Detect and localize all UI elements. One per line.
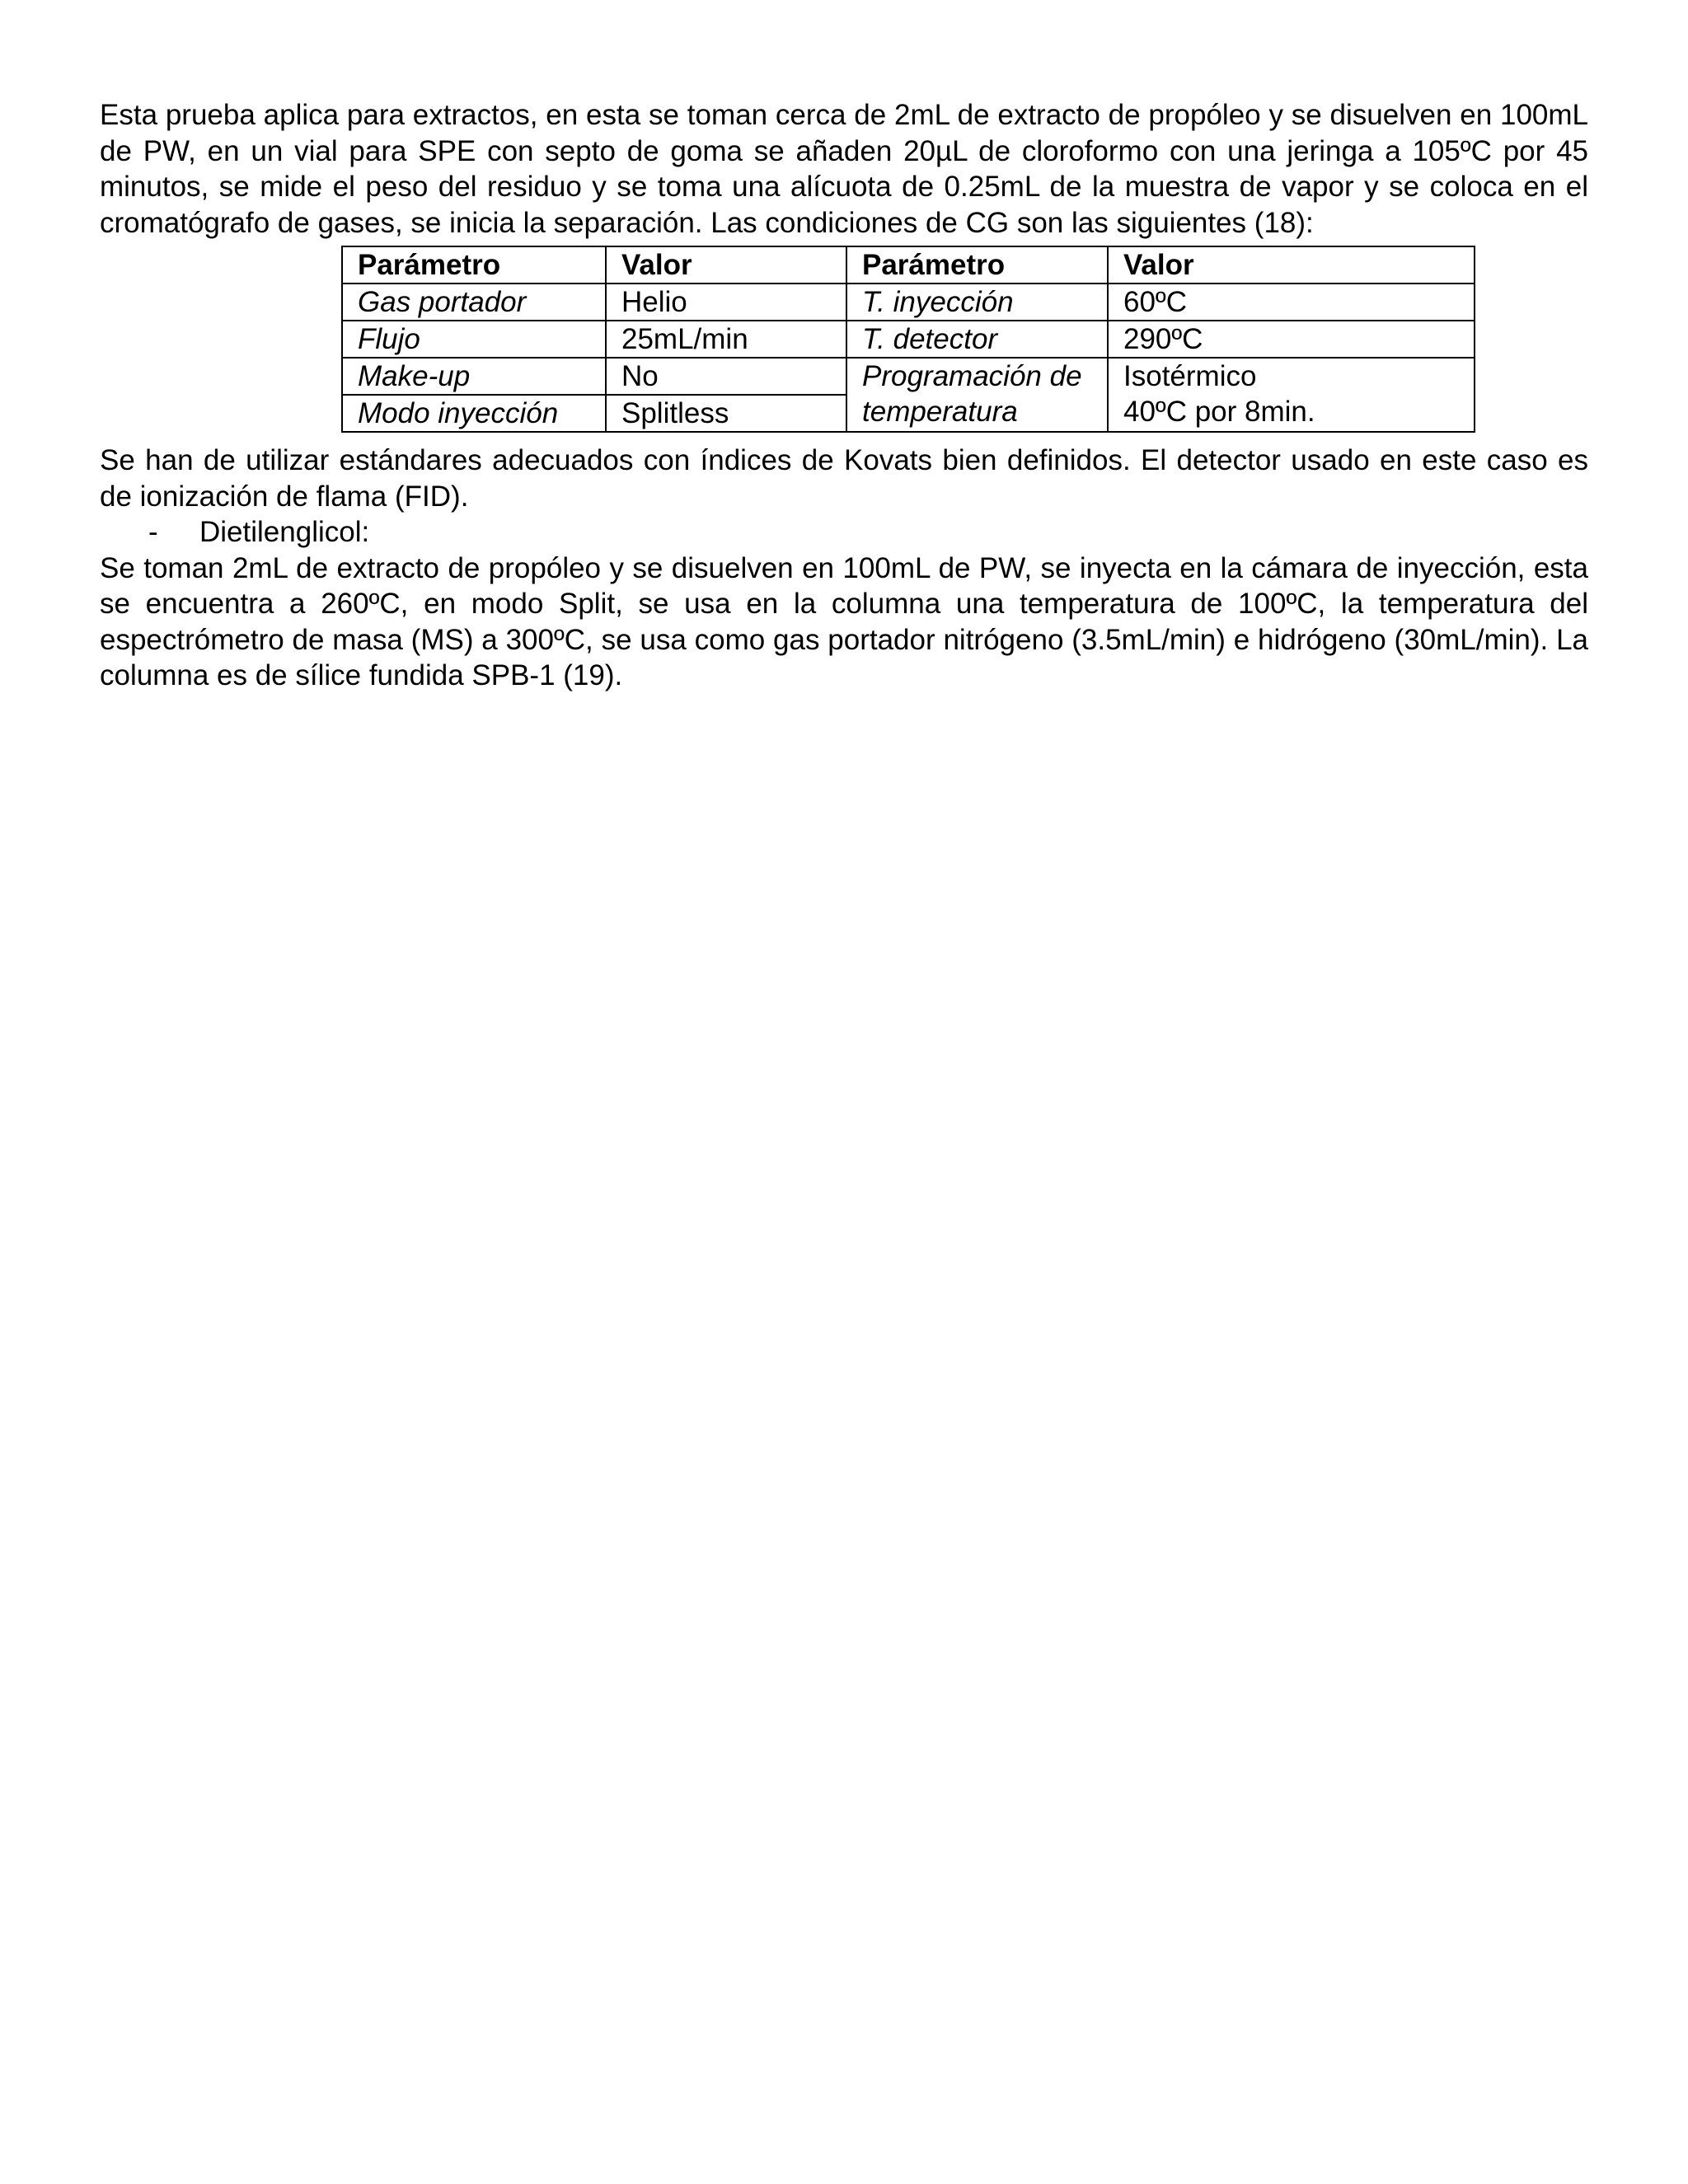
merged-value-line-1: Isotérmico [1123,360,1257,392]
table-cell-value: 60ºC [1108,284,1475,321]
table-cell-value: No [606,358,846,395]
bullet-text: Dietilenglicol: [199,516,370,548]
table-cell-value: Helio [606,284,846,321]
table-cell-param: T. detector [846,321,1108,358]
bullet-item [100,514,1588,551]
table-header-cell: Valor [1108,246,1475,284]
table-header-cell: Valor [606,246,846,284]
table-cell-param: Modo inyección [342,395,606,432]
table-cell-param: Gas portador [342,284,606,321]
merged-value-line-2: 40ºC por 8min. [1123,396,1315,428]
table-header-cell: Parámetro [846,246,1108,284]
table-header-cell: Parámetro [342,246,606,284]
gc-conditions-table [341,246,1475,433]
table-header-row [342,246,1475,284]
table-cell-value: Splitless [606,395,846,432]
bullet-dash: - [148,516,158,548]
intro-paragraph: Esta prueba aplica para extractos, en esta se toman cerca de 2mL de extracto de propóleo y se disuelven en 100mL de PW, en un vial para SPE con septo de goma se añaden 20µL de cloroformo con una jeringa a 105ºC por 45 minutos, se mide el peso del residuo y se toma una alícuota de 0.25mL de la muestra de vapor y se coloca en el cromatógrafo de gases, se inicia la separación. Las condiciones de CG son las siguientes (18): [100,99,1588,239]
table-cell-merged-value [1108,358,1475,432]
table-cell-param: Make-up [342,358,606,395]
gc-conditions-table-wrapper [341,246,1474,433]
table-row [342,321,1475,358]
standards-paragraph: Se han de utilizar estándares adecuados con índices de Kovats bien definidos. El detector usado en este caso es de ionización de flama (FID). [100,444,1588,513]
table-cell-value: 290ºC [1108,321,1475,358]
table-cell-value: 25mL/min [606,321,846,358]
table-row [342,284,1475,321]
document-page [100,0,1588,694]
table-cell-merged-param: Programación de temperatura [846,358,1108,432]
table-cell-param: Flujo [342,321,606,358]
table-cell-param: T. inyección [846,284,1108,321]
table-row [342,358,1475,395]
dietilenglicol-paragraph: Se toman 2mL de extracto de propóleo y se disuelven en 100mL de PW, se inyecta en la cámara de inyección, esta se encuentra a 260ºC, en modo Split, se usa en la columna una temperatura de 100ºC, la temperatura del espectrómetro de masa (MS) a 300ºC, se usa como gas portador nitrógeno (3.5mL/min) e hidrógeno (30mL/min). La columna es de sílice fundida SPB-1 (19). [100,551,1588,691]
